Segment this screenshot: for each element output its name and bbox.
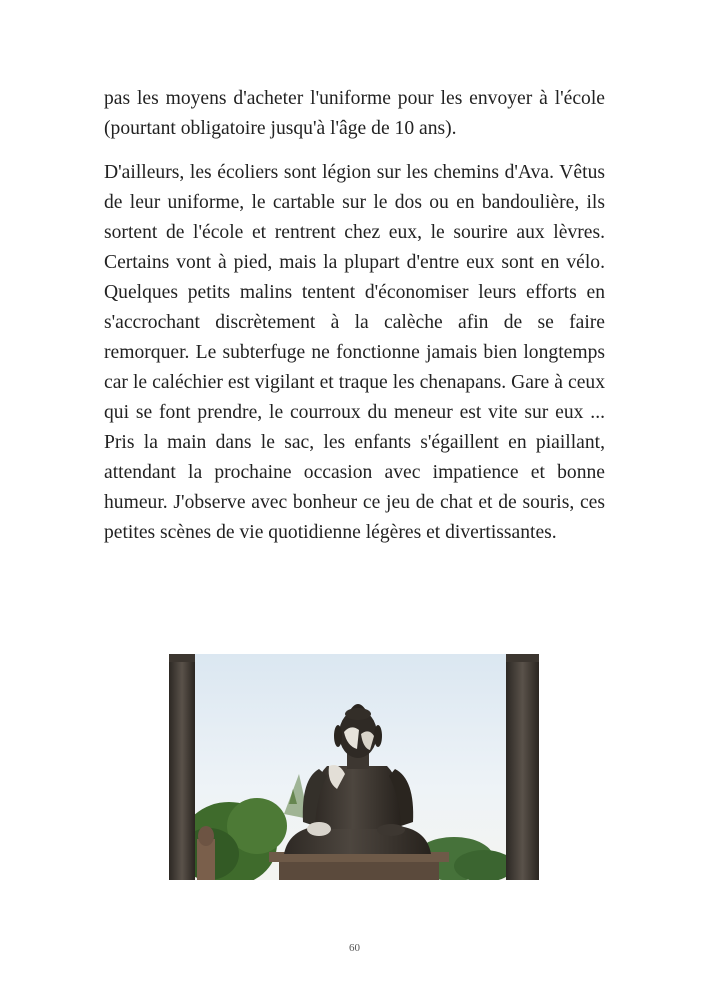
buddha-statue-photo xyxy=(169,654,539,880)
paragraph-continuation: pas les moyens d'acheter l'uniforme pour les envoyer à l'école (pourtant obligatoire jusqu'à l'âge de 10 ans). xyxy=(104,88,605,139)
statue-plinth xyxy=(279,859,439,880)
right-pillar xyxy=(506,654,539,880)
left-pillar xyxy=(169,654,195,880)
paragraph-schoolchildren: D'ailleurs, les écoliers sont légion sur les chemins d'Ava. Vêtus de leur uniforme, le cartable sur le dos ou en bandoulière, ils sortent de l'école et rentrent chez eux, le sourire aux lèvres. Certains vont à pied, mais la plupart d'entre eux sont en vélo. Quelques petits malins tentent d'économiser leurs efforts en s'accrochant discrètement à la calèche afin de se faire remorquer. Le subterfuge ne fonctionne jamais bien longtemps car le caléchier est vigilant et traque les chenapans. Gare à ceux qui se font prendre, le courroux du meneur est vite sur eux ... Pris la main dans le sac, les enfants s'égaillent en piaillant, attendant la prochaine occasion avec impatience et bonne humeur. J'observe avec bonheur ce jeu de chat et de souris, ces petites scènes de vie quotidienne légères et divertissantes. xyxy=(104,162,605,543)
page-number: 60 xyxy=(349,942,360,954)
small-statue xyxy=(197,826,215,880)
